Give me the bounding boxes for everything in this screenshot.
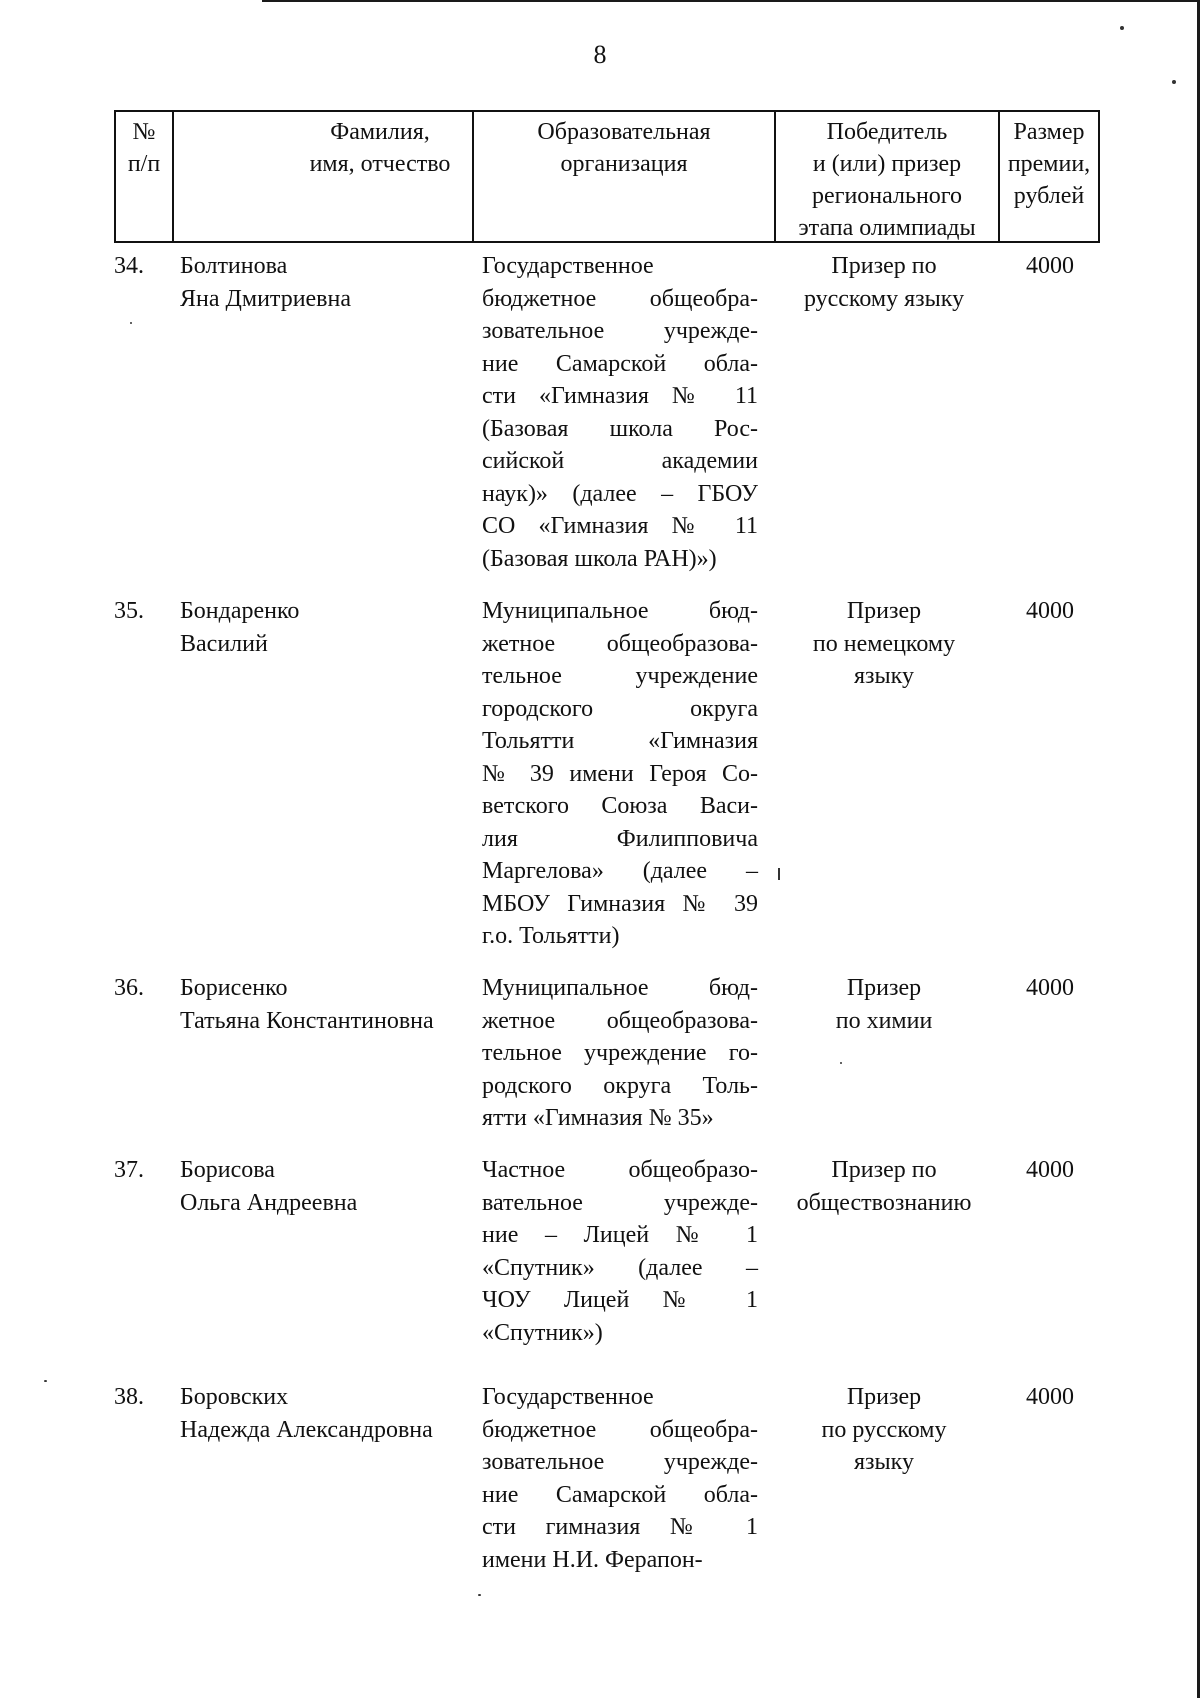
organization-line: имени Н.И. Ферапон- [482,1546,703,1573]
participant-name: Борисова Ольга Андреевна [180,1157,358,1216]
scan-speck [840,1062,842,1064]
row-number: 35. [114,598,144,624]
prize-amount: 4000 [1026,975,1074,1001]
award-status: Призер по русскому языку [803,253,965,312]
organization-line: Муниципальное бюд- [482,975,758,1001]
organization-line: вательное учрежде- [482,1189,758,1216]
row-number: 34. [114,253,144,279]
organization-line: Тольятти «Гимназия [482,728,758,754]
organization-line: Муниципальное бюд- [482,598,758,624]
organization-line: лия Филипповича [482,825,758,852]
organization-line: бюджетное общеобра- [482,1416,758,1443]
organization-name [482,250,758,575]
header-num: № п/п [127,119,161,177]
award-status: Призер по русскому языку [821,1384,947,1475]
organization-line: ЧОУ Лицей № 1 [482,1287,758,1313]
organization-line: Частное общеобразо- [482,1157,758,1183]
row-number: 37. [114,1157,144,1183]
organization-name [482,595,758,953]
organization-name [482,972,758,1135]
organization-line: «Спутник» (далее – [482,1254,758,1281]
organization-line: Государственное [482,1384,654,1410]
award-status: Призер по обществознанию [796,1157,972,1216]
organization-line: жетное общеобразова- [482,1007,758,1034]
header-award: Победитель и (или) призер регионального этапа олимпиады [798,119,976,241]
participant-name: Борисенко Татьяна Константиновна [180,975,434,1034]
scan-speck [778,868,780,880]
organization-line: МБОУ Гимназия № 39 [482,890,758,917]
organization-line: Государственное [482,253,654,279]
scan-speck [1120,26,1124,30]
organization-line: (Базовая школа Рос- [482,415,758,442]
organization-line: зовательное учрежде- [482,318,758,344]
scan-border-top [262,0,1200,2]
organization-line: ние Самарской обла- [482,350,758,377]
prize-amount: 4000 [1026,598,1074,624]
organization-line: родского округа Толь- [482,1072,758,1099]
participant-name: Болтинова Яна Дмитриевна [180,253,352,312]
organization-line: городского округа [482,695,758,722]
organization-line: ние – Лицей № 1 [482,1222,758,1248]
scan-speck [130,322,132,324]
header-prize: Размер премии, рублей [1007,119,1091,209]
prize-amount: 4000 [1026,1384,1074,1410]
participant-name: Боровских Надежда Александровна [180,1384,433,1443]
participant-name: Бондаренко Василий [180,598,300,657]
header-org: Образовательная организация [537,119,711,177]
organization-line: № 39 имени Героя Со- [482,760,758,787]
organization-line: тельное учреждение го- [482,1040,758,1066]
organization-line: сти «Гимназия № 11 [482,383,758,409]
prize-amount: 4000 [1026,1157,1074,1183]
organization-line: Маргелова» (далее – [482,858,758,884]
scan-speck [478,1594,481,1596]
table-header [114,110,1100,243]
organization-line: тельное учреждение [482,663,758,689]
organization-line: (Базовая школа РАН)») [482,545,717,572]
organization-line: сти гимназия № 1 [482,1514,758,1540]
scan-speck [44,1380,47,1382]
prize-amount: 4000 [1026,253,1074,279]
organization-line: «Спутник») [482,1319,603,1346]
row-number: 38. [114,1384,144,1410]
row-number: 36. [114,975,144,1001]
organization-line: ятти «Гимназия № 35» [482,1105,714,1131]
organization-line: сийской академии [482,448,758,474]
organization-line: г.о. Тольятти) [482,923,620,949]
organization-line: зовательное учрежде- [482,1449,758,1475]
organization-name [482,1154,758,1349]
organization-line: бюджетное общеобра- [482,285,758,312]
header-name: Фамилия, имя, отчество [309,119,451,177]
organization-name [482,1381,758,1576]
scan-speck [1172,80,1176,84]
page-number: 8 [593,40,607,69]
award-status: Призер по немецкому языку [812,598,956,689]
organization-line: ние Самарской обла- [482,1481,758,1508]
organization-line: жетное общеобразова- [482,630,758,657]
organization-line: ветского Союза Васи- [482,793,758,819]
organization-line: СО «Гимназия № 11 [482,513,758,539]
organization-line: наук)» (далее – ГБОУ [482,480,758,507]
award-status: Призер по химии [835,975,933,1034]
